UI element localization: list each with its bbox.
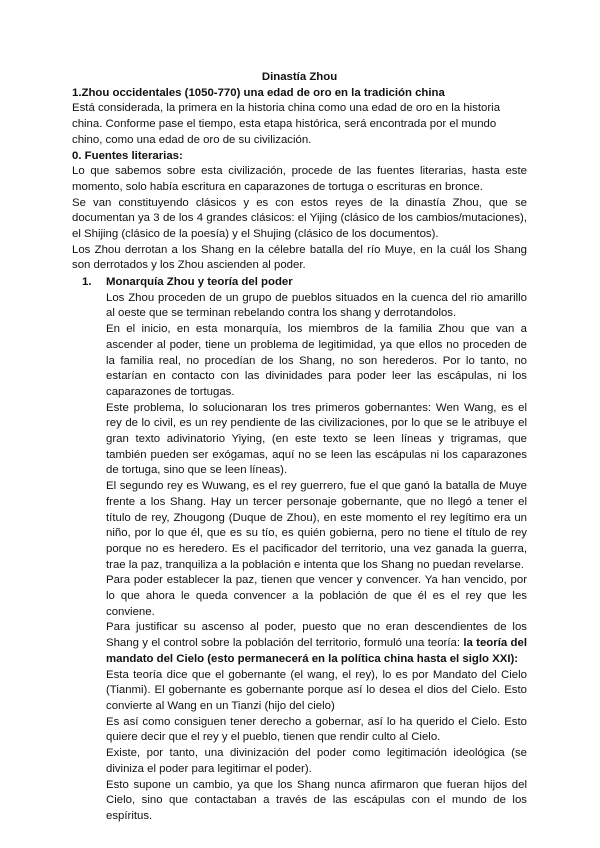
paragraph-fuentes: Lo que sabemos sobre esta civilización, procede de las fuentes literarias, hasta este momento, solo había escritura en caparazones de tortuga o escrituras en bronce. (72, 165, 527, 193)
mandato-cielo-bold: la teoría del mandato del Cielo (esto permanecerá en la política china hasta el siglo XXI): (106, 637, 527, 665)
paragraph-wuwang: El segundo rey es Wuwang, es el rey guerrero, fue el que ganó la batalla de Muye frente a los Shang. Hay un tercer personaje gobernante, que no llegó a tener el título de rey, Zhougong (Duque de Zhou), en este momento el rey legítimo era un niño, por lo que él, que es su tío, es quién gobierna, pero no tiene el título de rey porque no es heredero. Es el pacificador del territorio, una vez ganada la guerra, trae la paz, tranquiliza a la población e intenta que los Shang no puedan revelarse. (106, 480, 527, 571)
list-item-body (82, 291, 527, 825)
paragraph-clasicos: Se van constituyendo clásicos y es con estos reyes de la dinastía Zhou, que se documentan ya 3 de los 4 grandes clásicos: el Yijing (clásico de los cambios/mutaciones), el Shijing (clásico de la poesía) y el Shujing (clásico de los documentos). (72, 196, 527, 241)
paragraph-divinizacion: Existe, por tanto, una divinización del poder como legitimación ideológica (se diviniza el poder para legitimar el poder). (106, 747, 527, 775)
paragraph-wen-wang: Este problema, lo solucionaran los tres primeros gobernantes: Wen Wang, es el rey de lo civil, es un rey pendiente de las civilizaciones, por lo que se le atribuye el gran texto adivinatorio Yiying, (en este texto se leen líneas y trigramas, que también pueden ser exógamas, aquí no se leen las escápulas ni los caparazones de tortuga, sino que se leen líneas). (106, 401, 527, 477)
teoria-intro-text: Para justificar su ascenso al poder, puesto que no eran descendientes de los Shang y el control sobre la población del territorio, formuló una teoría: (106, 621, 527, 650)
intro-section (72, 70, 527, 274)
monarquia-section (82, 275, 527, 825)
paragraph-teoria (106, 620, 527, 667)
list-item-number: 1. (82, 276, 92, 288)
paragraph-legitimidad: En el inicio, en esta monarquía, los miembros de la familia Zhou que van a ascender al poder, tiene un problema de legitimidad, ya que ellos no proceden de la familia real, no procedían de los Shang, no son herederos. Por lo tanto, no estarían en contacto con las divinidades para poder leer las escápulas, ni los caparazones de tortugas. (106, 323, 527, 398)
paragraph-derecho-gobernar: Es así como consiguen tener derecho a gobernar, así lo ha querido el Cielo. Esto quiere decir que el rey y el pueblo, tienen que rendir culto al Cielo. (106, 715, 527, 744)
paragraph-batalla-muye: Los Zhou derrotan a los Shang en la célebre batalla del río Muye, en la cuál los Shang son derrotados y los Zhou ascienden al poder. (72, 243, 527, 272)
list-item-title: Monarquía Zhou y teoría del poder (106, 276, 293, 288)
paragraph-tianzi: Esta teoría dice que el gobernante (el wang, el rey), lo es por Mandato del Cielo (Tianmi). El gobernante es gobernante porque así lo desea el dios del Cielo. Esto convierte al Wang en un Tianzi (hijo del cielo) (106, 668, 527, 712)
paragraph-vencer-convencer: Para poder establecer la paz, tienen que vencer y convencer. Ya han vencido, por lo que ahora le queda convencer a la población de que él es el rey que les conviene. (106, 574, 527, 618)
paragraph-origen-zhou: Los Zhou proceden de un grupo de pueblos situados en la cuenca del rio amarillo al oeste que se terminan rebelando contra los shang y derrotandolos. (106, 291, 527, 320)
document-title: Dinastía Zhou (261, 71, 338, 83)
paragraph-edad-de-oro: Está considerada, la primera en la historia china como una edad de oro en la historia china. Conforme pase el tiempo, esta etapa histórica, será encontrada por el mundo chino, como una edad de oro de su civilización. (72, 102, 501, 146)
section-heading-fuentes-literarias: 0. Fuentes literarias: (72, 149, 183, 162)
paragraph-cambio-shang: Esto supone un cambio, ya que los Shang nunca afirmaron que fueran hijos del Cielo, sino que contactaban a través de las escápulas con el mundo de los espíritus. (106, 778, 527, 822)
section-heading-zhou-occidentales: 1.Zhou occidentales (1050-770) una edad de oro en la tradición china (72, 86, 445, 99)
list-item-heading (82, 275, 527, 291)
